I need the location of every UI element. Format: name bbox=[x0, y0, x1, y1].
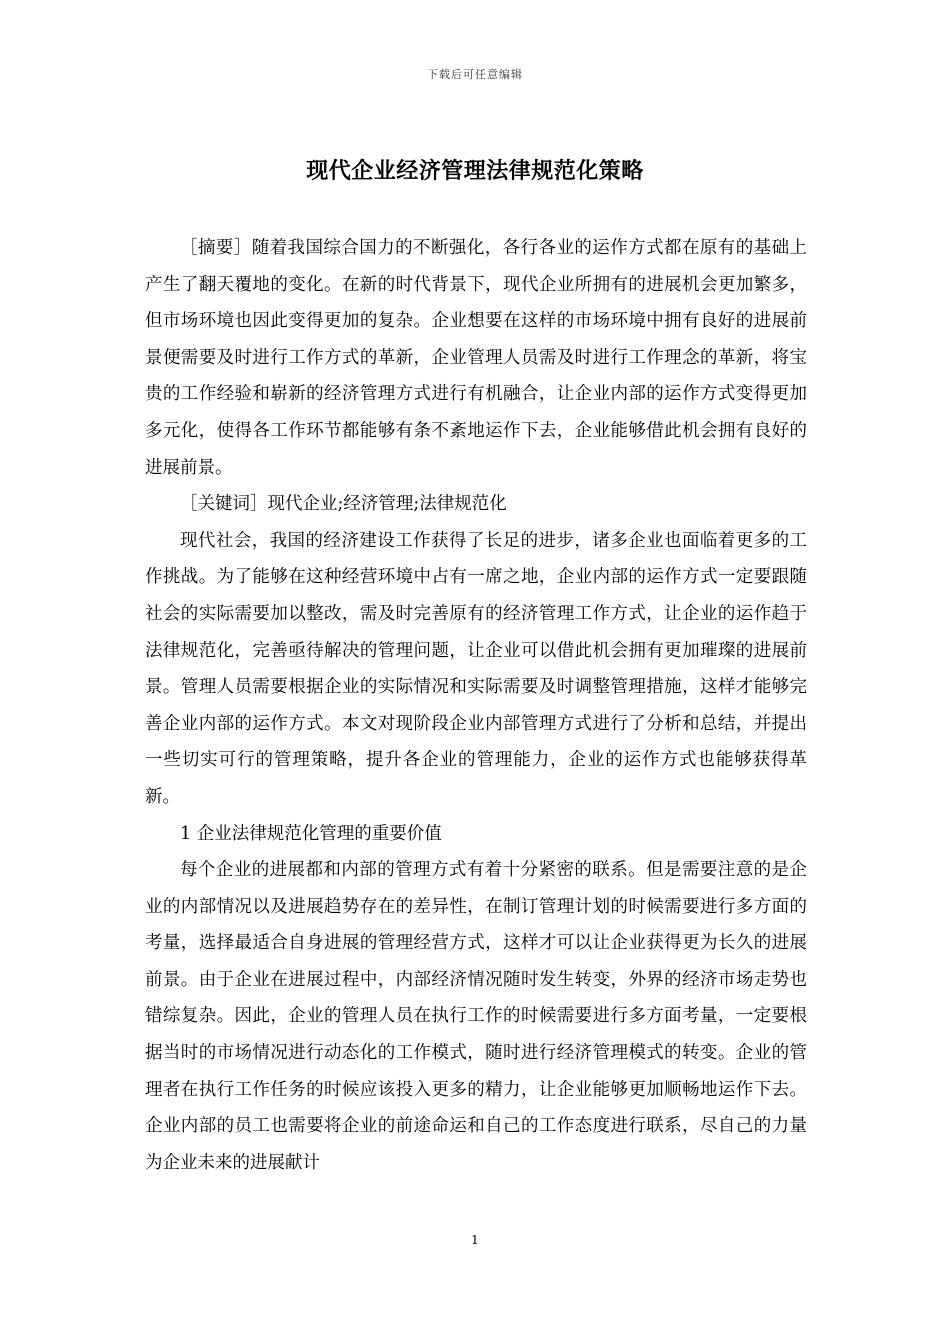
page-number: 1 bbox=[471, 1233, 479, 1247]
document-body bbox=[145, 230, 807, 1181]
introduction-paragraph: 现代社会，我国的经济建设工作获得了长足的进步，诸多企业也面临着更多的工作挑战。为了能够在这种经营环境中占有一席之地，企业内部的运作方式一定要跟随社会的实际需要加以整改，需及时完善原有的经济管理工作方式，让企业的运作趋于法律规范化，完善亟待解决的管理问题，让企业可以借此机会拥有更加璀璨的进展前景。管理人员需要根据企业的实际情况和实际需要及时调整管理措施，这样才能够完善企业内部的运作方式。本文对现阶段企业内部管理方式进行了分析和总结，并提出一些切实可行的管理策略，提升各企业的管理能力，企业的运作方式也能够获得革新。 bbox=[145, 530, 807, 807]
abstract-paragraph: ［摘要］随着我国综合国力的不断强化，各行各业的运作方式都在原有的基础上产生了翻天覆地的变化。在新的时代背景下，现代企业所拥有的进展机会更加繁多，但市场环境也因此变得更加的复杂。企业想要在这样的市场环境中拥有良好的进展前景便需要及时进行工作方式的革新，企业管理人员需及时进行工作理念的革新，将宝贵的工作经验和崭新的经济管理方式进行有机融合，让企业内部的运作方式变得更加多元化，使得各工作环节都能够有条不紊地运作下去，企业能够借此机会拥有良好的进展前景。 bbox=[145, 238, 807, 478]
document-title: 现代企业经济管理法律规范化策略 bbox=[306, 159, 644, 184]
keywords-paragraph: ［关键词］现代企业;经济管理;法律规范化 bbox=[180, 494, 507, 515]
page-header: 下载后可任意编辑 bbox=[427, 68, 523, 81]
section-paragraph: 每个企业的进展都和内部的管理方式有着十分紧密的联系。但是需要注意的是企业的内部情况以及进展趋势存在的差异性，在制订管理计划的时候需要进行多方面的考量，选择最适合自身进展的管理经营方式，这样才可以让企业获得更为长久的进展前景。由于企业在进展过程中，内部经济情况随时发生转变，外界的经济市场走势也错综复杂。因此，企业的管理人员在执行工作的时候需要进行多方面考量，一定要根据当时的市场情况进行动态化的工作模式，随时进行经济管理模式的转变。企业的管理者在执行工作任务的时候应该投入更多的精力，让企业能够更加顺畅地运作下去。企业内部的员工也需要将企业的前途命运和自己的工作态度进行联系，尽自己的力量为企业未来的进展献计 bbox=[145, 860, 807, 1173]
section-heading: 1 企业法律规范化管理的重要价值 bbox=[180, 823, 442, 844]
